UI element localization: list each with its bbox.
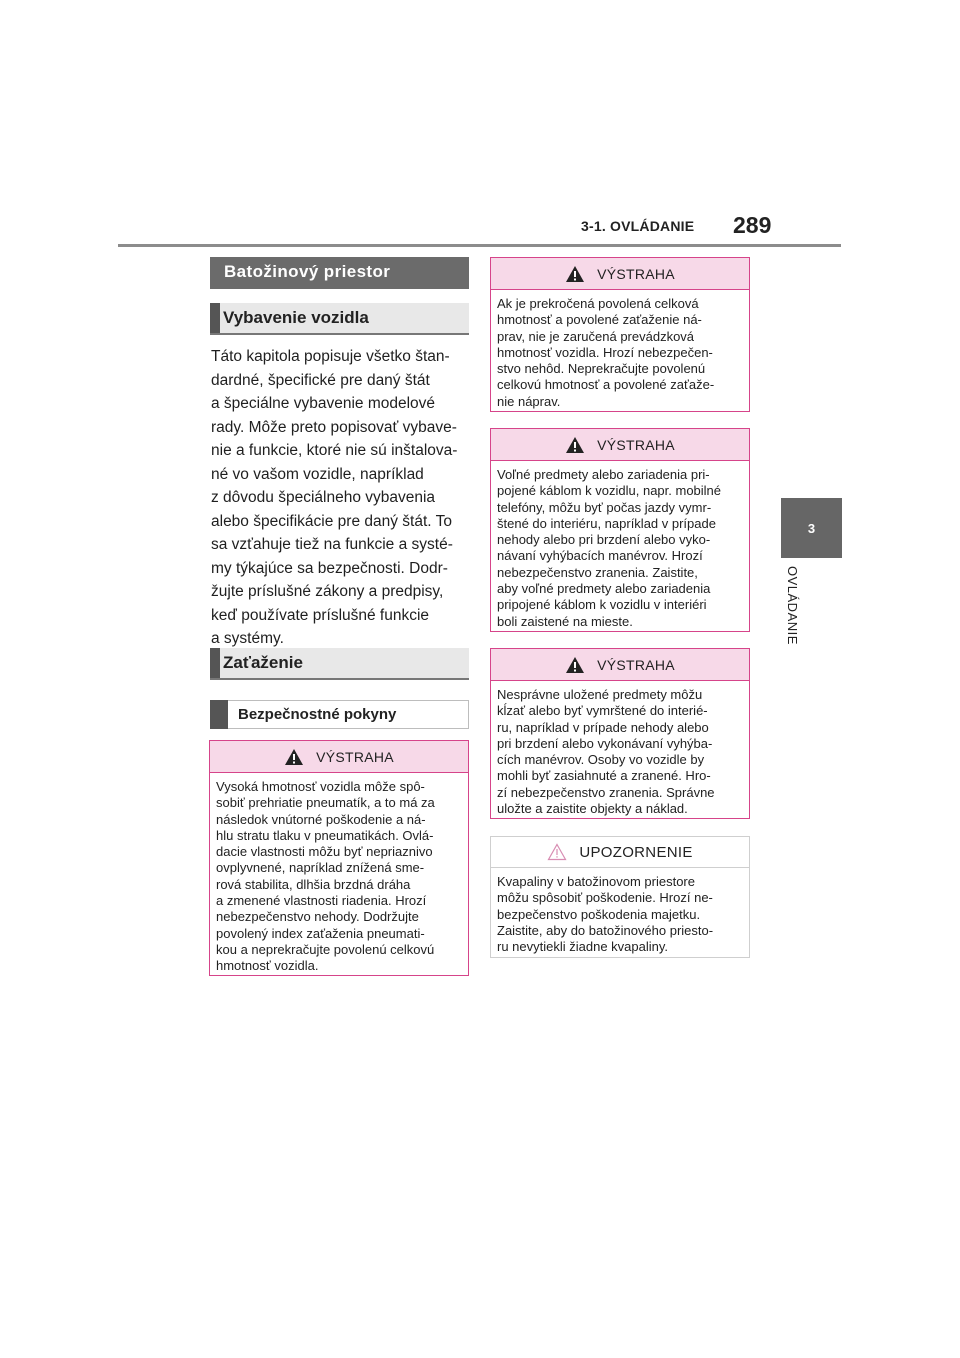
notice-box-header: [491, 837, 749, 868]
text-line: z dôvodu špeciálneho vybavenia: [211, 489, 436, 506]
text-line: celkovú hmotnosť a povolené zaťaže-: [497, 377, 715, 393]
text-line: a systémy.: [211, 630, 284, 647]
warning-box-header: [210, 741, 468, 773]
text-line: stvo nehôd. Neprekračujte povolenú: [497, 361, 706, 377]
text-line: pripojené káblom k vozidlu v interiéri: [497, 597, 707, 613]
text-line: prav, nie je zaručená prevádzková: [497, 328, 695, 344]
heading-vybavenie-vozidla-text: Vybavenie vozidla: [223, 308, 369, 327]
text-line: a špeciálne vybavenie modelové: [211, 395, 436, 412]
warning-triangle-icon: [565, 656, 585, 674]
text-line: Zaistite, aby do batožinového priesto-: [497, 922, 714, 938]
text-line: štené do interiéru, napríklad v prípade: [497, 515, 716, 531]
warning-box-weight: [209, 740, 469, 976]
warning-title: VÝSTRAHA: [597, 436, 675, 453]
chapter-side-label: [781, 566, 809, 656]
warning-triangle-icon: [284, 748, 304, 766]
heading-bezpecnostne-pokyny-text: Bezpečnostné pokyny: [238, 706, 397, 723]
heading-zatazenie-text: Zaťaženie: [223, 653, 303, 672]
heading-vybavenie-vozidla: [210, 303, 469, 335]
chapter-side-label-text: OVLÁDANIE: [785, 566, 800, 645]
text-line: telefóny, môžu byť počas jazdy vymr-: [497, 499, 712, 515]
chapter-number: 3: [807, 520, 816, 536]
text-line: sa vzťahuje tiež na funkcie a systé-: [211, 536, 453, 553]
text-line: dardné, špecifické pre daný štát: [211, 371, 430, 389]
warning-box-cargo: [490, 648, 750, 819]
text-line: rová stabilita, dlhšia brzdná dráha: [216, 876, 411, 892]
notice-box-liquids: [490, 836, 750, 958]
text-line: nebezpečenstvo nehody. Dodržujte: [216, 909, 419, 925]
heading-zatazenie: [210, 648, 469, 680]
text-line: boli zaistené na mieste.: [497, 613, 633, 629]
warning-text: [491, 461, 749, 630]
caution-triangle-icon: [547, 843, 567, 861]
text-line: hmotnosť a povolené zaťaženie ná-: [497, 312, 702, 328]
text-line: dacie vlastnosti môžu byť nepriaznivo: [216, 844, 433, 860]
chapter-tab: [781, 498, 842, 558]
text-line: následok vnútorné poškodenie a ná-: [216, 811, 426, 827]
notice-title: UPOZORNENIE: [579, 843, 693, 861]
heading-bezpecnostne-pokyny: [210, 700, 469, 729]
warning-box-header: [491, 649, 749, 681]
text-line: alebo špecifikácie pre daný štát. To: [211, 512, 452, 530]
text-line: pri brzdení alebo vykonávaní vyhýba-: [497, 735, 713, 751]
warning-text: [210, 773, 468, 975]
warning-box-loose-objects: [490, 428, 750, 632]
warning-title: VÝSTRAHA: [597, 656, 675, 673]
section-label: 3-1. OVLÁDANIE: [581, 218, 695, 234]
text-line: nebezpečenstvo zranenia. Zaistite,: [497, 564, 698, 580]
text-line: môžu spôsobiť poškodenie. Hrozí ne-: [497, 890, 713, 906]
text-line: hmotnosť vozidla.: [216, 958, 319, 974]
warning-triangle-icon: [565, 265, 585, 283]
text-line: a zmenené vlastnosti riadenia. Hrozí: [216, 893, 427, 909]
text-line: ru, napríklad v prípade nehody alebo: [497, 719, 709, 735]
text-line: Ak je prekročená povolená celková: [497, 296, 699, 311]
warning-triangle-icon: [565, 436, 585, 454]
text-line: nie náprav.: [497, 393, 561, 409]
text-line: Vysoká hmotnosť vozidla môže spô-: [216, 779, 425, 794]
text-line: žujte príslušné zákony a predpisy,: [211, 583, 444, 600]
intro-paragraph: [211, 345, 475, 651]
text-line: uložte a zaistite objekty a náklad.: [497, 801, 688, 817]
warning-title: VÝSTRAHA: [316, 748, 394, 765]
text-line: ovplyvnené, napríklad znížená sme-: [216, 860, 425, 876]
text-line: cích manévrov. Osoby vo vozidle by: [497, 752, 705, 768]
text-line: keď používate príslušné funkcie: [211, 606, 430, 624]
text-line: né vo vašom vozidle, napríklad: [211, 465, 424, 483]
notice-text: [491, 868, 749, 955]
warning-title: VÝSTRAHA: [597, 265, 675, 282]
text-line: hmotnosť vozidla. Hrozí nebezpečen-: [497, 344, 713, 360]
heading-batozinovy-priestor: Batožinový priestor: [210, 257, 469, 289]
warning-box-header: [491, 429, 749, 461]
text-line: zí nebezpečenstvo zranenia. Správne: [497, 784, 715, 800]
warning-box-header: [491, 258, 749, 290]
text-line: návaní vyhýbacích manévrov. Hrozí: [497, 548, 703, 564]
text-line: pojené káblom k vozidlu, napr. mobilné: [497, 483, 722, 499]
text-line: my týkajúce sa bezpečnosti. Dodr-: [211, 559, 448, 577]
warning-text: [491, 681, 749, 817]
text-line: bezpečenstvo poškodenia majetku.: [497, 906, 701, 922]
text-line: sobiť prehriatie pneumatík, a to má za: [216, 795, 435, 811]
text-line: Kvapaliny v batožinovom priestore: [497, 874, 695, 889]
text-line: hlu stratu tlaku v pneumatikách. Ovlá-: [216, 827, 434, 843]
text-line: ru nevytiekli žiadne kvapaliny.: [497, 939, 669, 955]
text-line: mohli byť zasiahnuté a zranené. Hro-: [497, 768, 711, 784]
text-line: kou a neprekračujte povolenú celkovú: [216, 941, 435, 957]
text-line: rady. Môže preto popisovať vybave-: [211, 418, 457, 436]
text-line: nie a funkcie, ktoré nie sú inštalova-: [211, 442, 458, 459]
warning-text: [491, 290, 749, 410]
text-line: Táto kapitola popisuje všetko štan-: [211, 348, 450, 365]
header-divider: [118, 244, 841, 247]
text-line: nehody alebo pri brzdení alebo vyko-: [497, 532, 711, 548]
warning-box-overload: [490, 257, 750, 412]
text-line: Voľné predmety alebo zariadenia pri-: [497, 467, 710, 482]
text-line: povolený index zaťaženia pneumati-: [216, 925, 425, 941]
text-line: kĺzať alebo byť vymrštené do interié-: [497, 703, 708, 719]
page-number: 289: [733, 212, 772, 238]
text-line: aby voľné predmety alebo zariadenia: [497, 581, 711, 597]
text-line: Nesprávne uložené predmety môžu: [497, 687, 703, 702]
